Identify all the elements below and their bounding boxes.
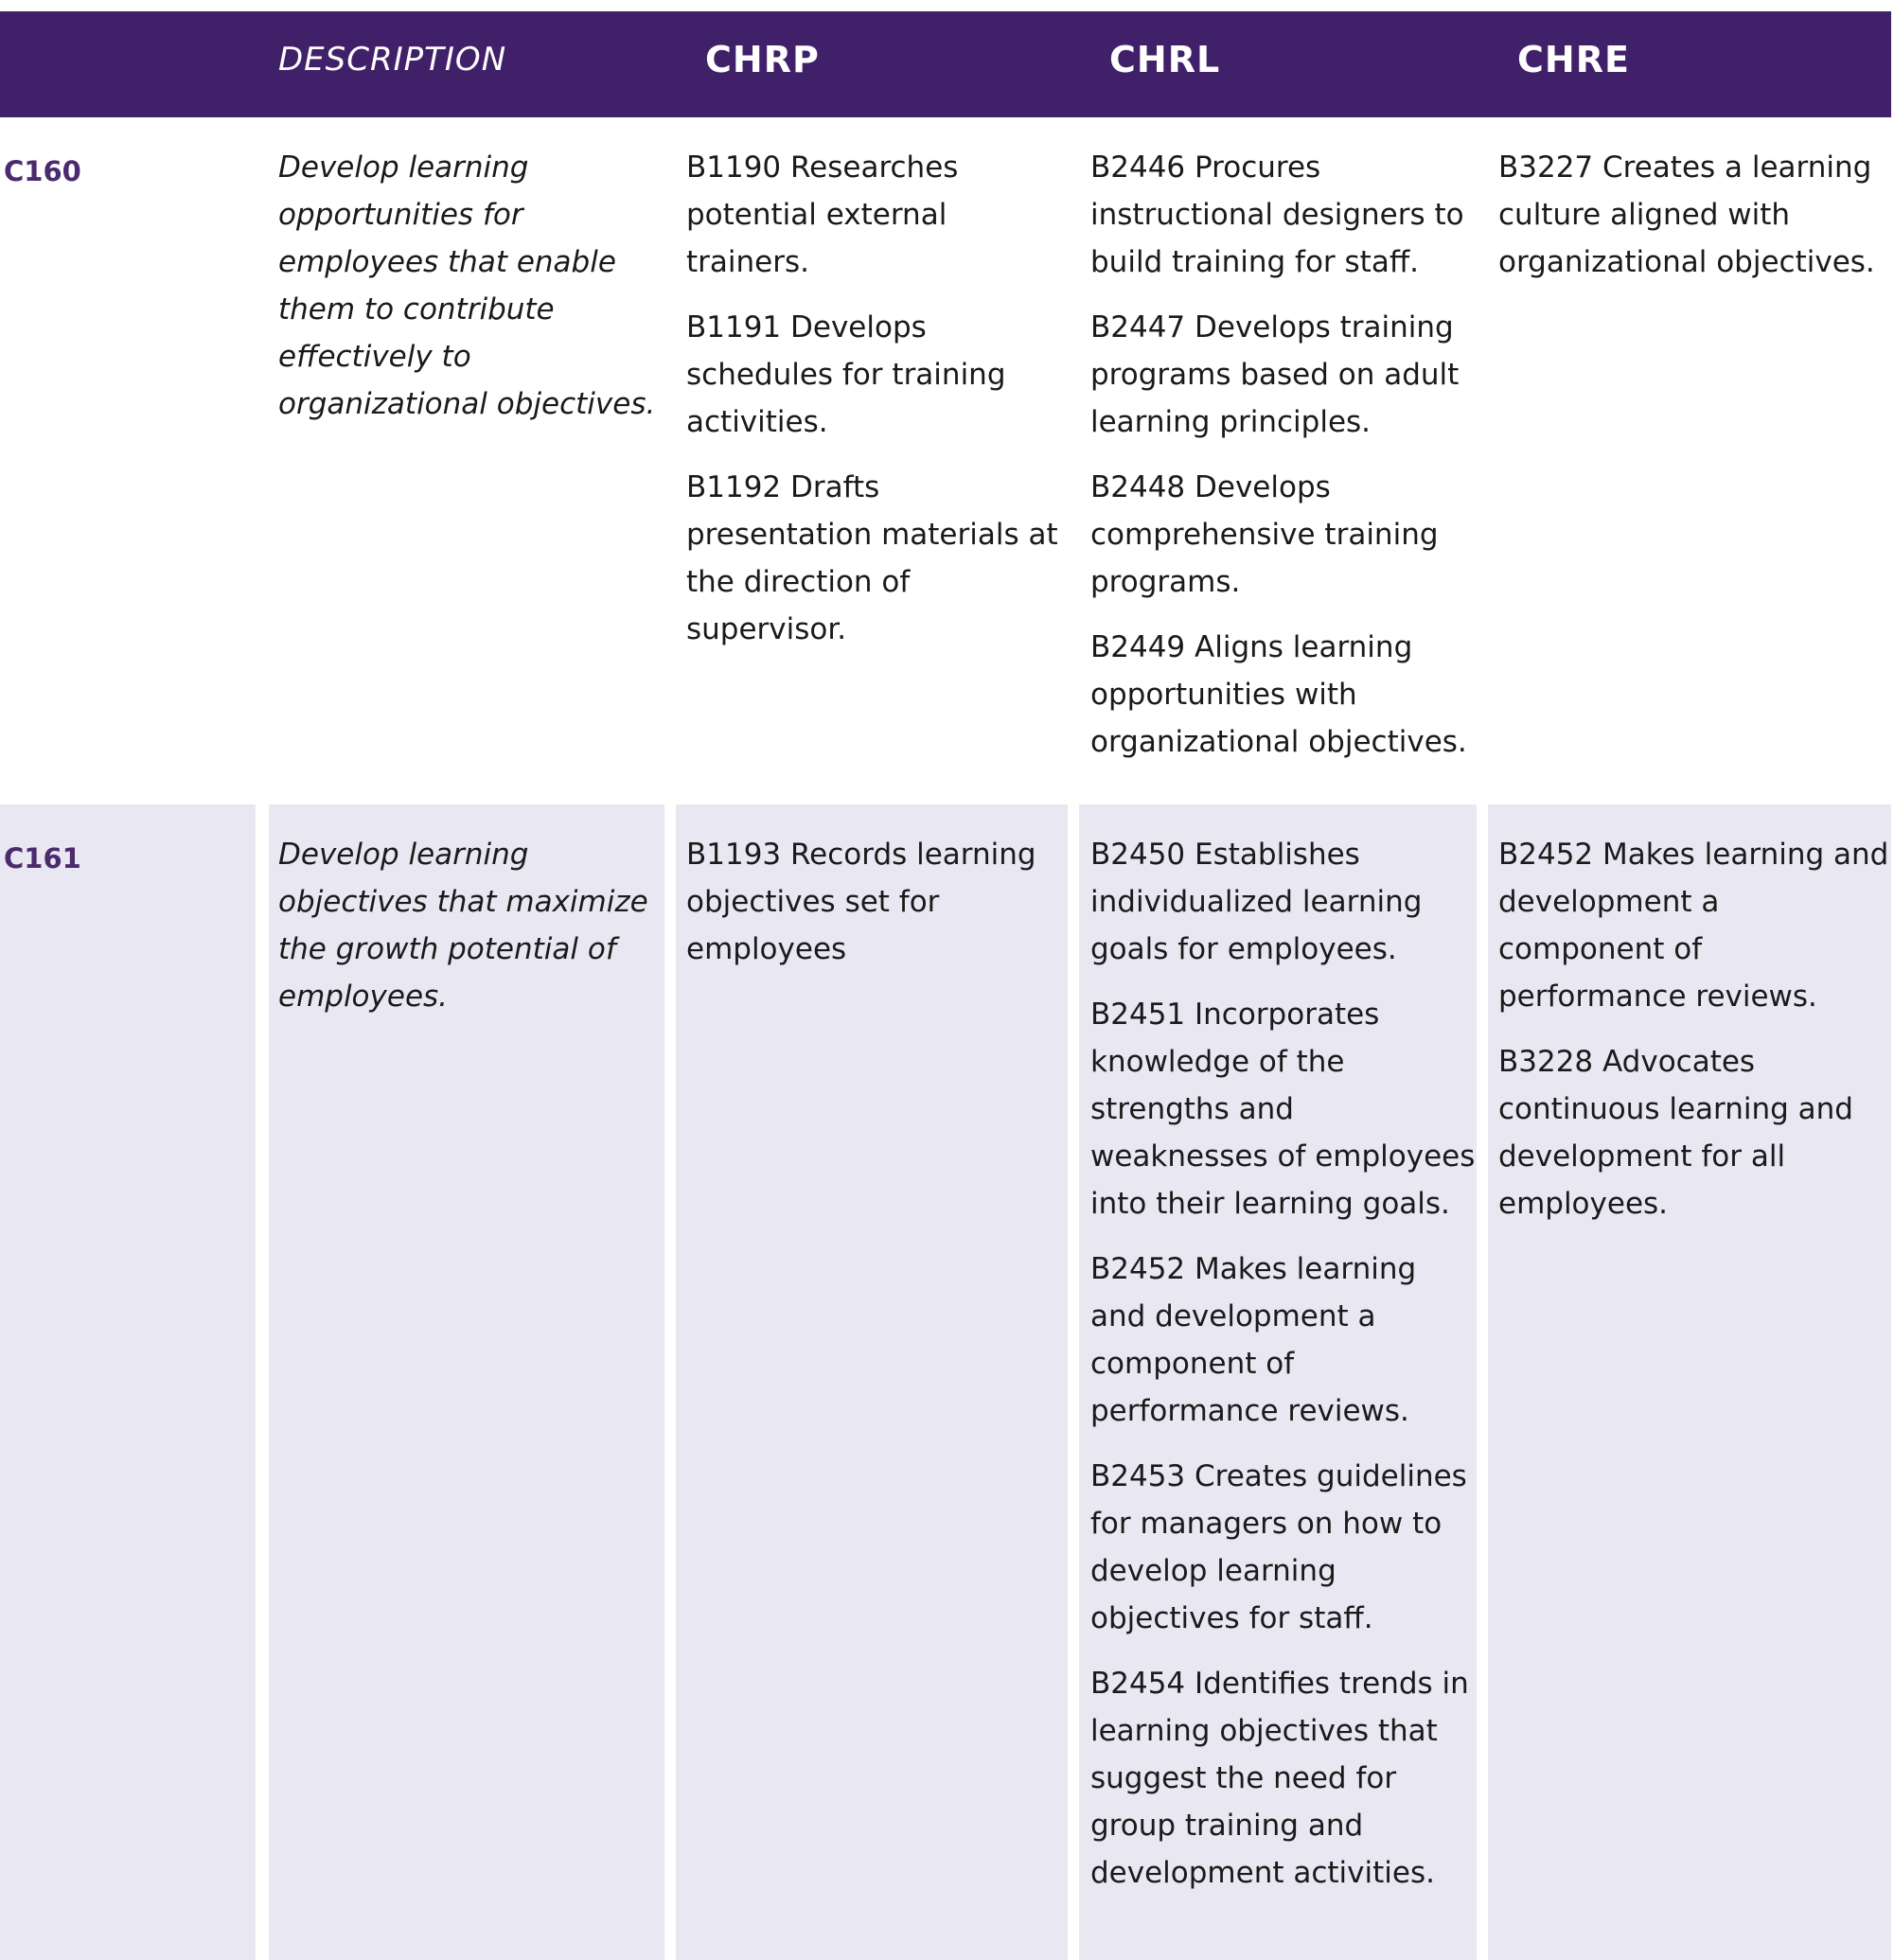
chrl-cell: [1079, 804, 1477, 1960]
chre-cell: [1488, 804, 1891, 1960]
behaviour-item: B2449 Aligns learning opportunities with organizational objectives.: [1090, 630, 1467, 759]
behaviour-item: B2448 Develops comprehensive training programs.: [1090, 470, 1439, 599]
behaviour-item: B2454 Identifies trends in learning objectives that suggest the need for group training and development activities.: [1090, 1667, 1469, 1890]
competency-code: C160: [4, 155, 81, 187]
competency-code: C161: [4, 842, 81, 874]
header-description: DESCRIPTION: [278, 41, 507, 79]
behaviour-item: B2452 Makes learning and development a component of performance reviews.: [1090, 1252, 1417, 1428]
header-chrl: CHRL: [1109, 39, 1221, 80]
behaviour-item: B3228 Advocates continuous learning and development for all employees.: [1498, 1045, 1853, 1221]
behaviour-item: B1192 Drafts presentation materials at the direction of supervisor.: [686, 470, 1058, 646]
behaviour-item: B2451 Incorporates knowledge of the strengths and weaknesses of employees into their learning goals.: [1090, 998, 1476, 1221]
table-header: [0, 11, 1891, 117]
competency-code-cell: [0, 804, 256, 1960]
chrl-cell: [1079, 117, 1477, 804]
behaviour-item: B2446 Procures instructional designers to build training for staff.: [1090, 150, 1464, 279]
description-text: Develop learning opportunities for employees that enable them to contribute effectively to organizational objectives.: [278, 150, 656, 421]
behaviour-item: B1191 Develops schedules for training activities.: [686, 310, 1006, 439]
behaviour-item: B1193 Records learning objectives set for employees: [686, 838, 1036, 966]
chrp-cell: [676, 117, 1068, 804]
behaviour-item: B2450 Establishes individualized learning goals for employees.: [1090, 838, 1423, 966]
table-row: [0, 117, 1894, 804]
header-chre: CHRE: [1517, 39, 1630, 80]
header-chrp: CHRP: [705, 39, 820, 80]
behaviour-item: B3227 Creates a learning culture aligned with organizational objectives.: [1498, 150, 1875, 279]
chre-cell: [1488, 117, 1891, 804]
competency-code-cell: [0, 117, 256, 804]
behaviour-item: B2452 Makes learning and development a component of performance reviews.: [1498, 838, 1889, 1014]
behaviour-item: B2447 Develops training programs based on adult learning principles.: [1090, 310, 1460, 439]
description-cell: [269, 117, 664, 804]
description-cell: [269, 804, 664, 1960]
behaviour-item: B1190 Researches potential external trainers.: [686, 150, 959, 279]
chrp-cell: [676, 804, 1068, 1960]
table-row: [0, 804, 1894, 1960]
behaviour-item: B2453 Creates guidelines for managers on how to develop learning objectives for staff.: [1090, 1459, 1467, 1635]
description-text: Develop learning objectives that maximize the growth potential of employees.: [278, 838, 648, 1014]
